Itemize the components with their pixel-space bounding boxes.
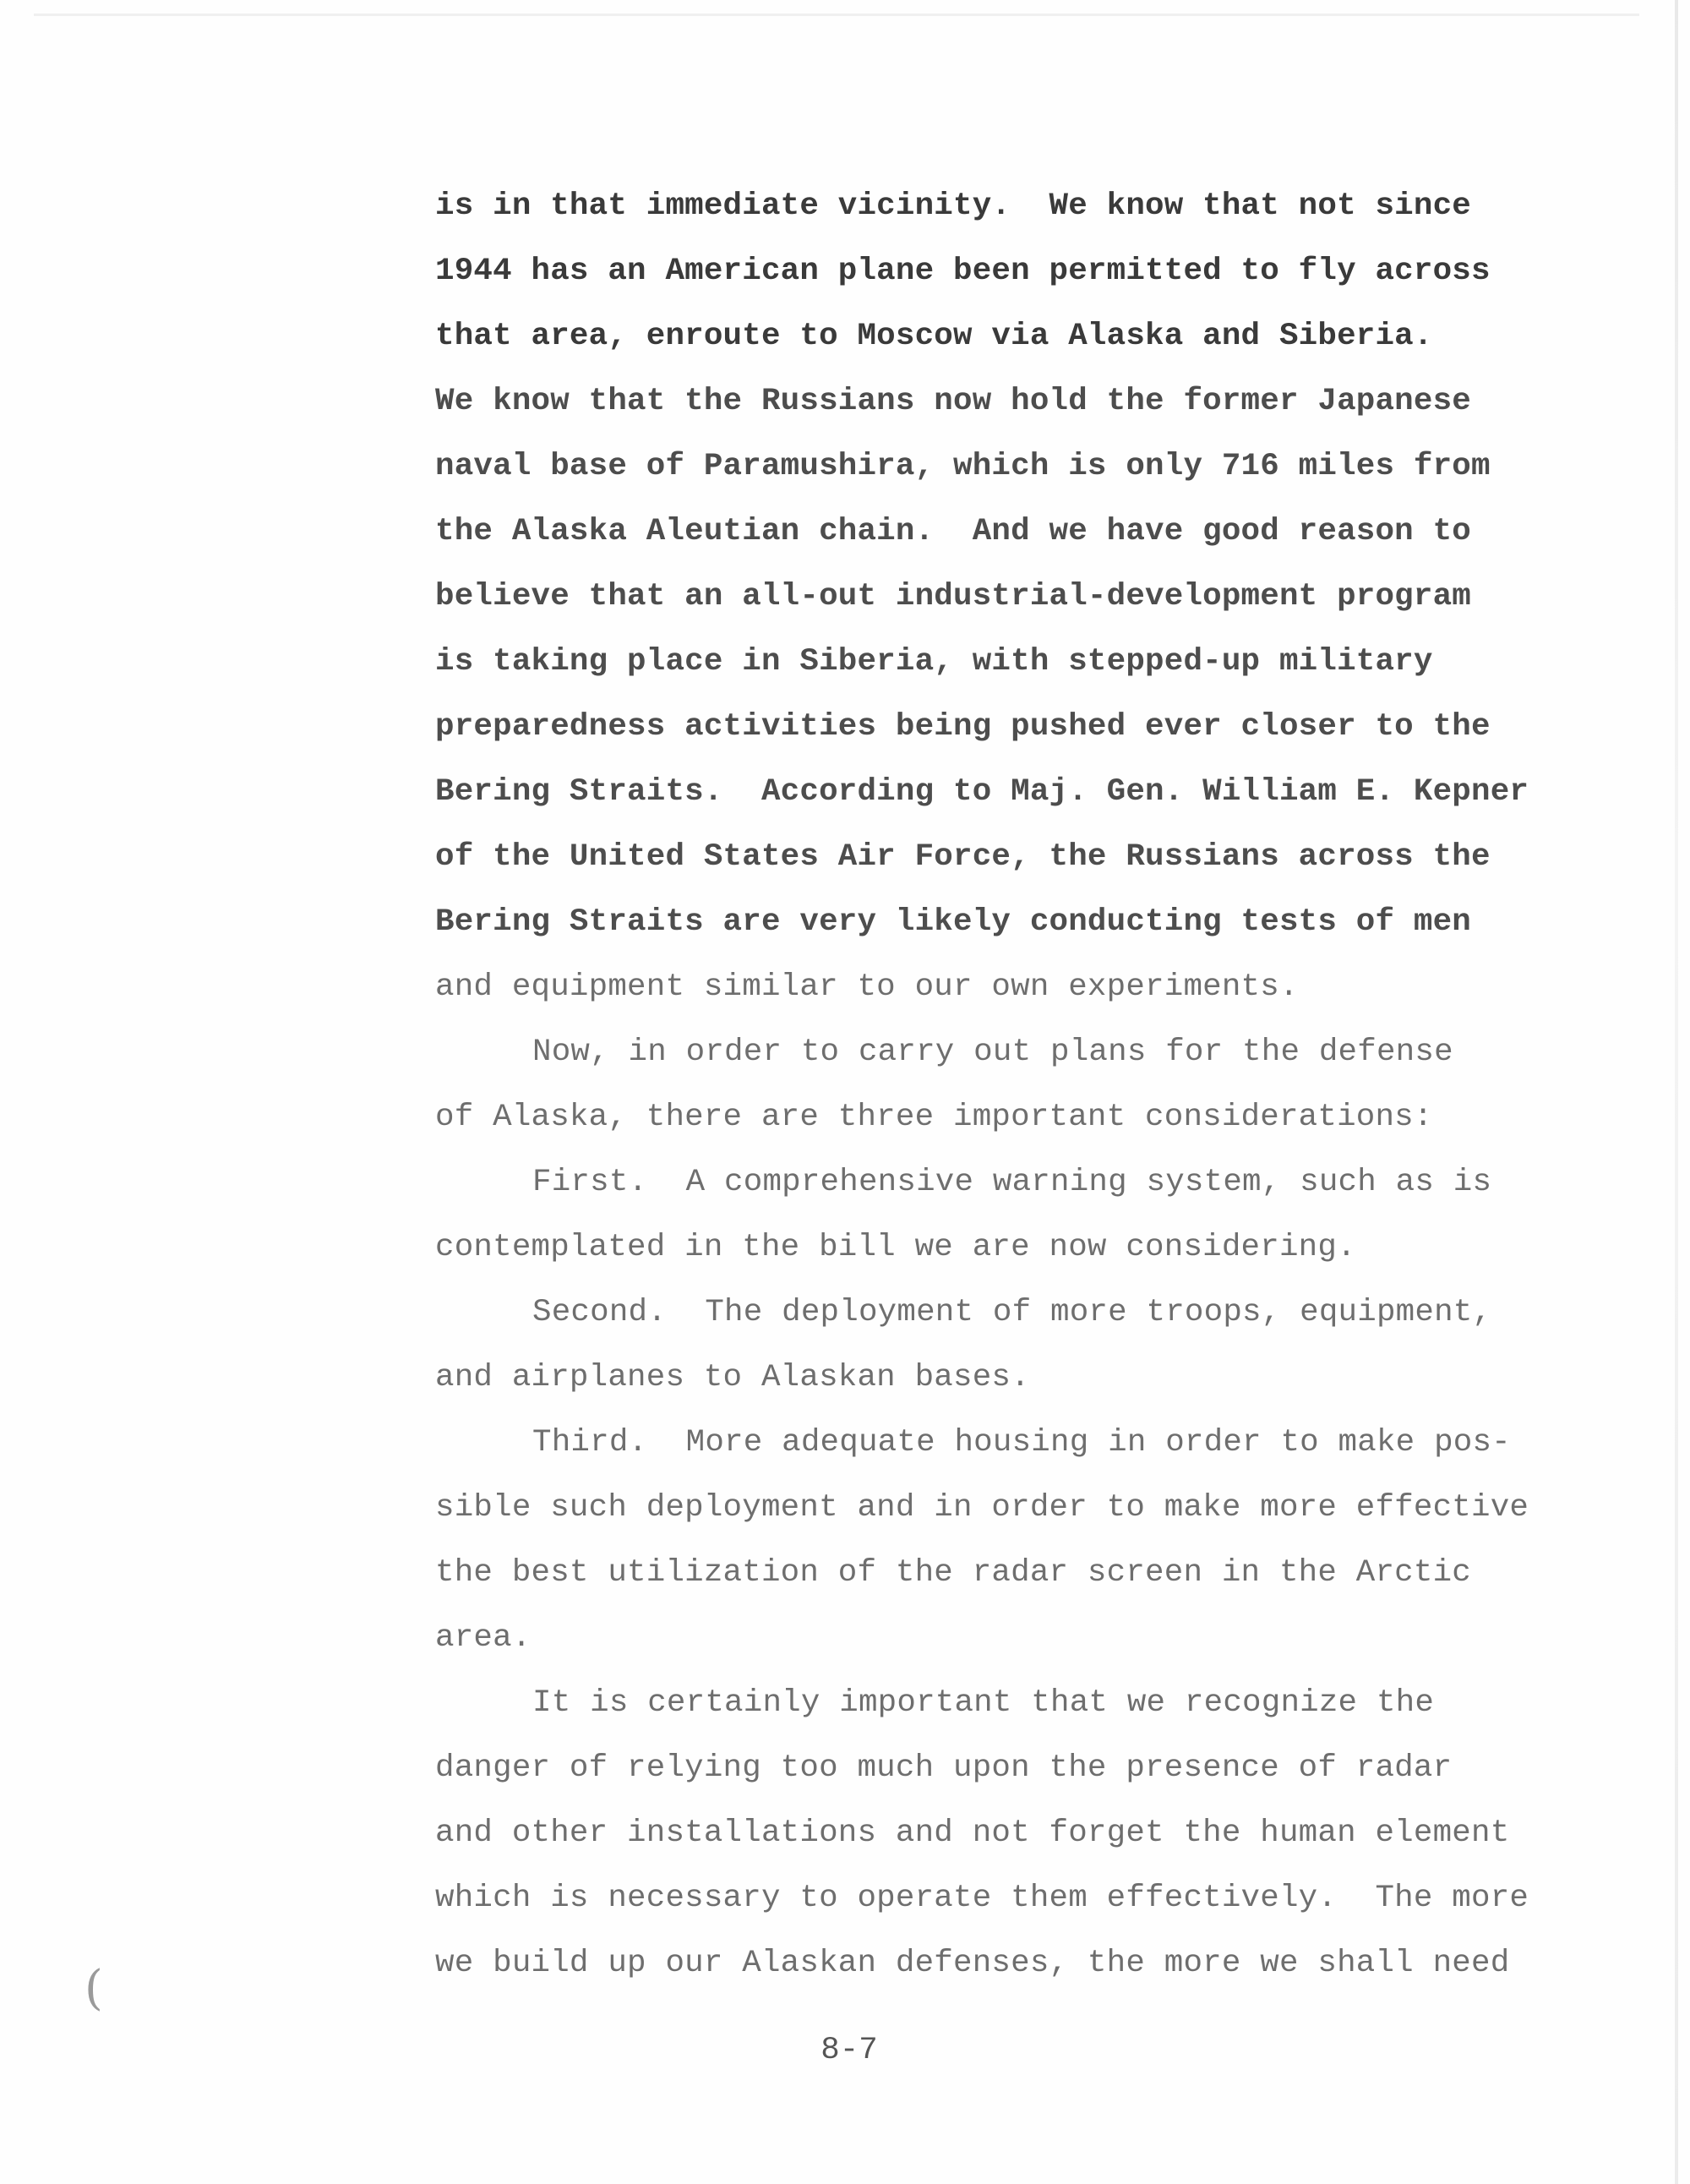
text-line: preparedness activities being pushed ever closer to the <box>435 709 1491 745</box>
text-line: Now, in order to carry out plans for the defense <box>532 1035 1453 1070</box>
text-line: is in that immediate vicinity. We know that not since <box>435 188 1471 224</box>
page-number: 8-7 <box>820 2033 878 2068</box>
text-line: of Alaska, there are three important considerations: <box>435 1100 1433 1135</box>
text-line: and other installations and not forget the human element <box>435 1815 1510 1851</box>
text-line: Second. The deployment of more troops, equipment, <box>532 1295 1492 1330</box>
text-line: area. <box>435 1620 532 1656</box>
page-top-edge <box>34 14 1639 16</box>
margin-parenthesis-mark: ( <box>84 1961 103 2016</box>
text-line: of the United States Air Force, the Russians across the <box>435 839 1491 875</box>
text-line: Bering Straits are very likely conducting tests of men <box>435 904 1471 940</box>
body-text <box>435 174 1635 1996</box>
text-line: the best utilization of the radar screen in the Arctic <box>435 1555 1471 1591</box>
text-line: the Alaska Aleutian chain. And we have good reason to <box>435 514 1471 549</box>
text-line: we build up our Alaskan defenses, the more we shall need <box>435 1946 1510 1981</box>
text-line: We know that the Russians now hold the former Japanese <box>435 384 1471 419</box>
text-line: is taking place in Siberia, with stepped-up military <box>435 644 1433 680</box>
text-line: naval base of Paramushira, which is only 716 miles from <box>435 449 1491 484</box>
text-line: Third. More adequate housing in order to make pos- <box>532 1425 1511 1461</box>
text-line: that area, enroute to Moscow via Alaska and Siberia. <box>435 319 1433 354</box>
text-line: sible such deployment and in order to make more effective <box>435 1490 1529 1526</box>
text-line: and equipment similar to our own experiments. <box>435 969 1299 1005</box>
text-line: believe that an all-out industrial-development program <box>435 579 1471 614</box>
page-right-edge <box>1675 0 1678 2184</box>
text-line: Bering Straits. According to Maj. Gen. William E. Kepner <box>435 774 1529 810</box>
text-line: First. A comprehensive warning system, such as is <box>532 1165 1492 1200</box>
text-line: contemplated in the bill we are now considering. <box>435 1230 1356 1265</box>
text-line: danger of relying too much upon the presence of radar <box>435 1750 1453 1786</box>
text-line: It is certainly important that we recognize the <box>532 1685 1435 1721</box>
text-line: 1944 has an American plane been permitted to fly across <box>435 254 1491 289</box>
text-line: which is necessary to operate them effectively. The more <box>435 1881 1529 1916</box>
text-line: and airplanes to Alaskan bases. <box>435 1360 1030 1395</box>
